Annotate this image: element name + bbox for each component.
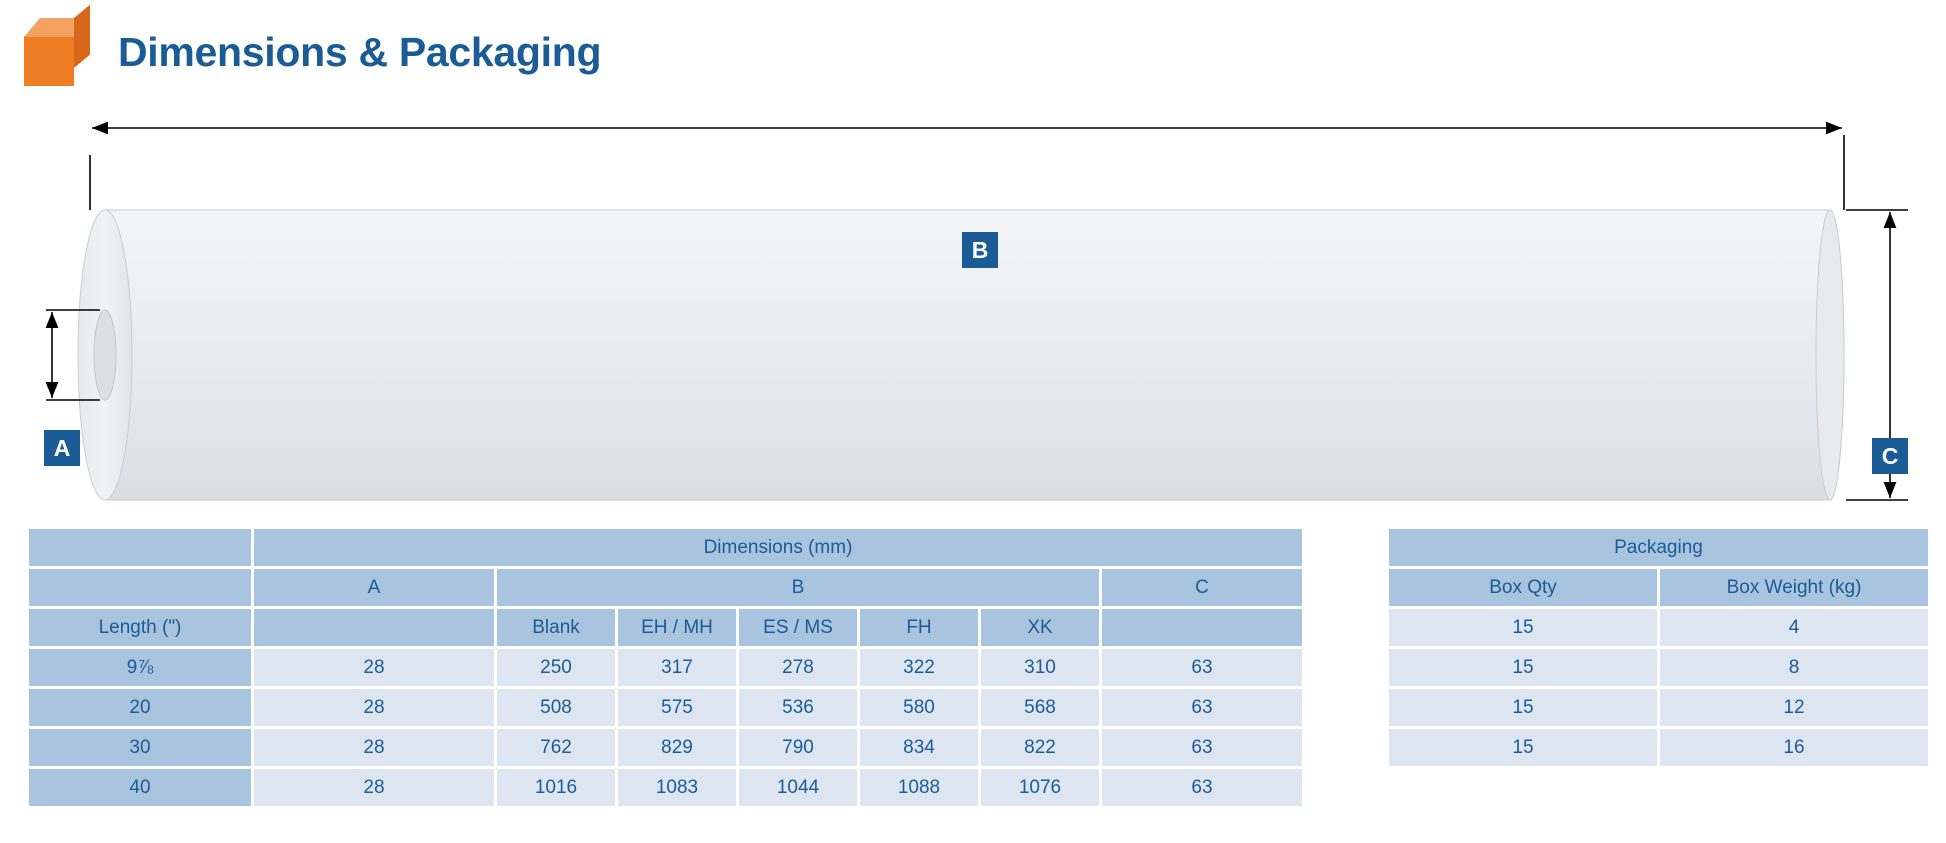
packaging-cell-weight: 8 <box>1660 649 1928 686</box>
packaging-cell-qty: 15 <box>1389 689 1657 726</box>
packaging-cell-weight: 4 <box>1660 609 1928 646</box>
dims-cell-blank: 762 <box>497 729 615 766</box>
dims-row-length: 30 <box>29 729 251 766</box>
dims-cell-es-ms: 536 <box>739 689 857 726</box>
dims-cell-xk: 568 <box>981 689 1099 726</box>
table-row <box>29 569 1302 606</box>
dims-header-b: B <box>497 569 1099 606</box>
packaging-header-box-qty: Box Qty <box>1389 569 1657 606</box>
dimension-badge-a: A <box>44 430 80 466</box>
dims-subheader-es-ms: ES / MS <box>739 609 857 646</box>
dims-header-a: A <box>254 569 494 606</box>
dims-cell-blank: 1016 <box>497 769 615 806</box>
dimension-badge-c: C <box>1872 438 1908 474</box>
table-row <box>29 769 1302 806</box>
box-icon <box>22 16 100 88</box>
dims-corner-cell <box>29 529 251 566</box>
dims-blank-cell-c <box>1102 609 1302 646</box>
box-icon-front-face <box>24 36 74 86</box>
dims-cell-xk: 310 <box>981 649 1099 686</box>
product-dimension-drawing <box>0 110 1946 510</box>
table-row <box>29 609 1302 646</box>
dims-subheader-fh: FH <box>860 609 978 646</box>
dims-cell-c: 63 <box>1102 769 1302 806</box>
table-row <box>1389 729 1928 766</box>
dims-cell-eh-mh: 829 <box>618 729 736 766</box>
page-title: Dimensions & Packaging <box>118 28 602 75</box>
dims-cell-xk: 1076 <box>981 769 1099 806</box>
packaging-cell-qty: 15 <box>1389 609 1657 646</box>
table-row <box>1389 649 1928 686</box>
table-row <box>1389 529 1928 566</box>
table-row <box>29 649 1302 686</box>
dims-cell-a: 28 <box>254 729 494 766</box>
packaging-cell-weight: 12 <box>1660 689 1928 726</box>
dims-row-length: 9⅞ <box>29 649 251 686</box>
dims-cell-a: 28 <box>254 769 494 806</box>
table-row <box>29 689 1302 726</box>
dimensions-table <box>26 526 1305 809</box>
packaging-table <box>1386 526 1931 769</box>
dims-cell-blank: 508 <box>497 689 615 726</box>
dims-subheader-blank: Blank <box>497 609 615 646</box>
dims-cell-fh: 834 <box>860 729 978 766</box>
dims-header-c: C <box>1102 569 1302 606</box>
dims-corner-cell-2 <box>29 569 251 606</box>
packaging-cell-qty: 15 <box>1389 649 1657 686</box>
dims-cell-xk: 822 <box>981 729 1099 766</box>
dims-cell-es-ms: 1044 <box>739 769 857 806</box>
table-row <box>1389 609 1928 646</box>
dims-subheader-eh-mh: EH / MH <box>618 609 736 646</box>
table-row <box>29 729 1302 766</box>
dims-cell-c: 63 <box>1102 649 1302 686</box>
table-row <box>1389 689 1928 726</box>
cartridge-body <box>78 210 1844 500</box>
table-row <box>1389 569 1928 606</box>
dims-cell-fh: 1088 <box>860 769 978 806</box>
dims-header-length: Length (") <box>29 609 251 646</box>
dimension-line-b <box>90 128 1844 210</box>
dims-cell-c: 63 <box>1102 689 1302 726</box>
dimension-badge-b: B <box>962 232 998 268</box>
dims-cell-eh-mh: 575 <box>618 689 736 726</box>
dims-cell-fh: 580 <box>860 689 978 726</box>
drawing-svg <box>0 110 1946 510</box>
dims-blank-cell-a <box>254 609 494 646</box>
page-header <box>22 16 601 88</box>
packaging-group-header: Packaging <box>1389 529 1928 566</box>
dims-subheader-xk: XK <box>981 609 1099 646</box>
dims-cell-eh-mh: 1083 <box>618 769 736 806</box>
packaging-header-box-weight: Box Weight (kg) <box>1660 569 1928 606</box>
dims-cell-a: 28 <box>254 649 494 686</box>
dims-cell-es-ms: 790 <box>739 729 857 766</box>
dims-cell-c: 63 <box>1102 729 1302 766</box>
dims-group-header: Dimensions (mm) <box>254 529 1302 566</box>
dims-cell-eh-mh: 317 <box>618 649 736 686</box>
dims-cell-es-ms: 278 <box>739 649 857 686</box>
packaging-cell-qty: 15 <box>1389 729 1657 766</box>
packaging-cell-weight: 16 <box>1660 729 1928 766</box>
table-row <box>29 529 1302 566</box>
box-icon-side-face <box>74 5 90 68</box>
dims-row-length: 40 <box>29 769 251 806</box>
dims-cell-a: 28 <box>254 689 494 726</box>
dims-cell-blank: 250 <box>497 649 615 686</box>
dims-row-length: 20 <box>29 689 251 726</box>
dims-cell-fh: 322 <box>860 649 978 686</box>
